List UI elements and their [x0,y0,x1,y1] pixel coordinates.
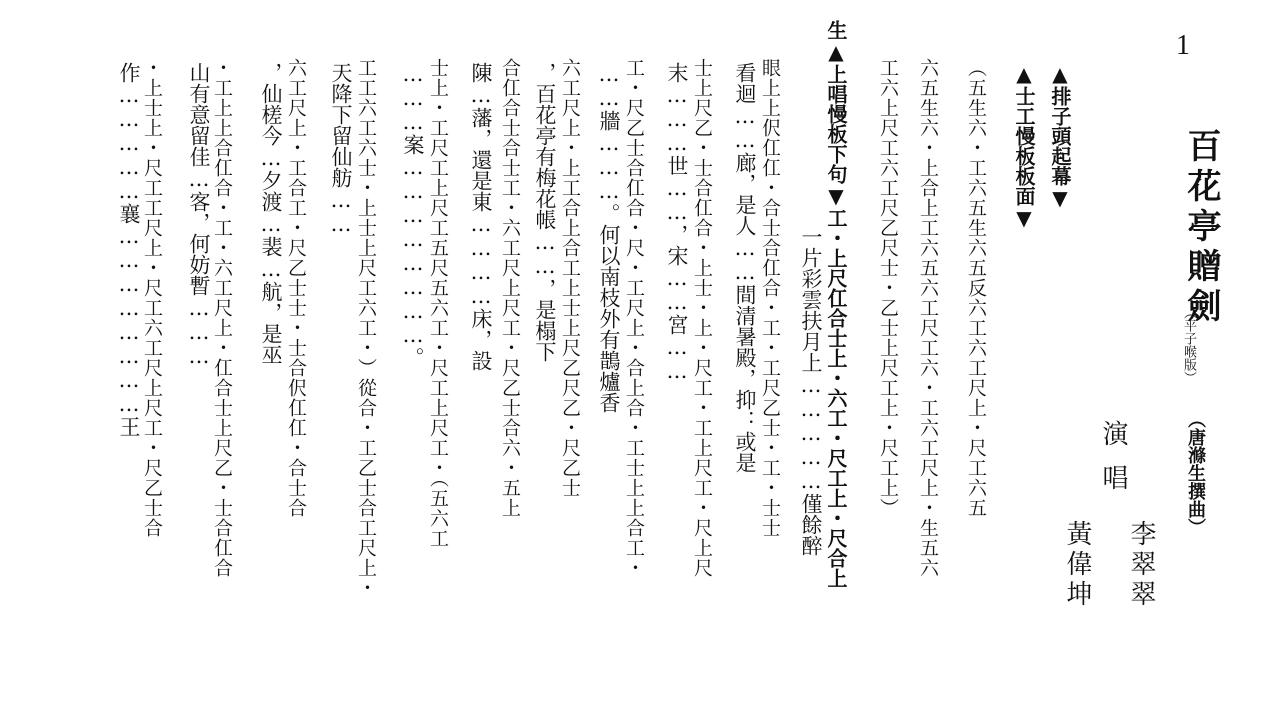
score-column-section: ▲排子頭起幕▼ [1048,62,1072,210]
song-title: 百花亭贈劍 [1181,128,1221,328]
score-column-lyric: ……牆………。何以南枝外有鵲爐香 [597,62,621,413]
performers-label: 演唱 [1098,420,1128,508]
score-column-lyric: 山有意留佳…客，何妨暫……… [187,62,211,368]
score-column-notation: 六工尺上・上工合上合工上士上尺乙尺乙・尺乙士 [559,58,581,498]
score-column-notation: 合仜合士合士工・六工尺上尺工・尺乙士合六・五上 [499,58,521,518]
score-column-notation: 六五生六・上合上工六五六工尺工六・工六工尺上・生五六 [917,58,939,578]
score-column-notation: 工・尺乙士合仜合・尺・工尺上・合上合・工士上上合工・ [623,58,645,578]
score-column-notation: 眼上上伬仜仜・合士合仜合・工・工尺乙士・工・士士 [759,58,781,538]
score-column-notation: ・上士上・尺工工尺上・尺工六工尺上尺工・尺乙士合 [141,58,163,538]
score-column-lyric: 陳…藩，還是東…………床，設 [469,62,493,371]
performer-2: 黃偉坤 [1062,520,1092,610]
version-note: （平子喉版） [1181,306,1196,384]
composer-note: （唐滌生撰曲） [1185,410,1206,536]
score-column-notation: 六工尺上・工合工・尺乙士士・士合伬仜仜・合士合 [285,58,307,518]
score-column-lyric: 末………世……，宋……宮…… [665,62,689,383]
score-column-lyric: ………案……………………。 [401,62,425,368]
score-column-notation: 工六上尺工六工尺乙尺士・乙士上尺工上・尺工上） [877,58,899,518]
score-column-lyric: ，仙槎今…夕渡…裴…航，是巫 [259,62,283,365]
score-column-lyric: 天降下留仙舫…… [329,62,353,236]
score-column-lyric: 看迴……廊，是人……間清暑殿，抑：或是 [733,62,757,473]
score-column-notation: 工工六工六士・上士上尺工六工・）從合・工乙士合工尺上・ [355,58,377,598]
performer-1: 李翠翠 [1126,520,1156,610]
score-column-section: ▲士工慢板板面▼ [1012,62,1036,230]
score-column-notation: ・工上上合仜合・工・六工尺上・仜合士上尺乙・士合仜合 [211,58,233,578]
page-number: 1 [1176,30,1190,61]
score-column-notation: （五生六・工六五生六五反六工六工尺上・尺工六五 [965,58,987,518]
score-column-notation: 士上・工尺工上尺工五尺五六工・尺工上尺工・（五六工 [427,58,449,549]
score-column-section: 生▲上唱慢板下句▼工・上尺仜合士上・六工・尺工上・尺合上 [824,20,848,588]
score-column-notation: 士上尺乙・士合仜合・上士・上・尺工・工上尺工・尺上尺 [691,58,713,578]
score-column-lyric: ，百花亭有梅花帳……，是榻下 [533,62,557,362]
score-column-lyric: 一片彩雲扶月上……………僅餘醉 [799,226,823,556]
score-column-lyric: 作……………襄……………………王 [117,62,141,437]
